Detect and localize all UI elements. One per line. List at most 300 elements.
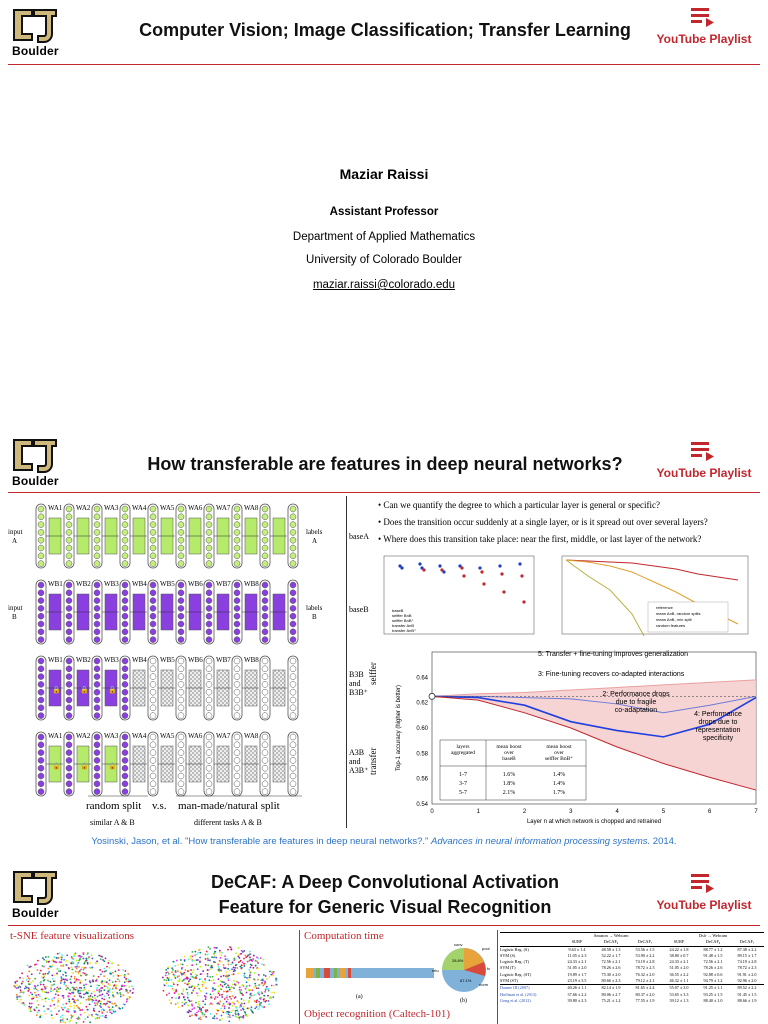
table-cell: 74.19 ± 2.8 [635,959,655,965]
tsne-point [217,963,219,965]
tsne-point [187,992,189,994]
table-cell: 1.4% [552,772,566,778]
tsne-point [196,985,198,987]
tsne-point [190,958,192,960]
tsne-point [89,966,91,968]
tsne-point [70,1014,72,1016]
tsne-point [87,963,89,965]
line-legend [648,602,728,632]
tsne-point [163,979,165,981]
tsne-point [201,1012,203,1014]
tsne-point [76,968,78,970]
network-row [8,580,323,644]
table-cell: 82.14 ± 1.9 [601,985,621,991]
tsne-point [165,972,167,974]
tsne-point [243,965,245,967]
tsne-point [233,973,235,975]
neuron [290,514,296,520]
tsne-point [108,1006,110,1008]
tsne-point [72,972,74,974]
tsne-point [207,969,209,971]
tsne-point [199,961,201,963]
legend-item: mean AnB, random splits [656,611,701,616]
neuron [94,506,100,512]
neuron [150,773,156,779]
neuron [178,582,184,588]
tsne-point [66,1018,68,1020]
tsne-point [91,1014,93,1016]
header-rule [8,492,760,493]
tsne-point [241,998,243,1000]
tsne-point [61,954,63,956]
tsne-point [198,988,200,990]
table-cell: 75.21 ± 1.2 [601,997,621,1003]
table-cell: 39.12 ± 1.3 [669,997,689,1003]
tsne-point [75,971,77,973]
tsne-point [32,980,34,982]
neuron [290,765,296,771]
tsne-point [109,991,111,993]
neuron [262,529,268,535]
tsne-point [79,987,81,989]
neuron [206,773,212,779]
table-cell: 51.05 ± 2.0 [669,965,689,971]
tsne-point [27,975,29,977]
tsne-point [96,1017,98,1019]
tsne-point [83,997,85,999]
tsne-point [230,949,232,951]
tsne-point [61,978,63,980]
tsne-point [199,966,201,968]
tsne-point [271,985,273,987]
tsne-point [175,1003,177,1005]
tsne-point [37,1012,39,1014]
tsne-point [79,970,81,972]
x-tick-label: 7 [754,809,758,815]
youtube-playlist-link[interactable] [654,872,754,912]
neuron [206,561,212,567]
tsne-point [50,988,52,990]
table-row [500,984,764,991]
tsne-point [172,969,174,971]
neuron [234,553,240,559]
logo-text: Boulder [12,44,59,58]
neuron [290,529,296,535]
neuron [262,506,268,512]
table-cell: 92.88 ± 0.6 [703,971,723,977]
tsne-point [181,967,183,969]
neuron [262,590,268,596]
tsne-point [229,970,231,972]
neuron [122,742,128,748]
tsne-point [61,959,63,961]
neuron [178,681,184,687]
neuron [178,537,184,543]
neuron [66,637,72,643]
neuron [234,621,240,627]
tsne-point [191,992,193,994]
tsne-point [43,1005,45,1007]
neuron [94,765,100,771]
scatter-point [498,564,501,567]
tsne-point [198,1010,200,1012]
tsne-point [41,988,43,990]
neuron [206,674,212,680]
neuron [66,742,72,748]
neuron [94,750,100,756]
neuron [234,713,240,719]
tsne-point [57,1005,59,1007]
tsne-point [95,999,97,1001]
tsne-point [233,980,235,982]
neuron [66,621,72,627]
tsne-point [177,984,179,986]
x-tick-label: 0 [430,809,434,815]
tsne-point [100,1001,102,1003]
table-cell: Gong et al. (2012) [500,997,531,1003]
tsne-point [186,988,188,990]
tsne-point [44,979,46,981]
author-name: Maziar Raissi [339,166,429,182]
pie-label: norm [479,982,489,987]
tsne-point [105,1015,107,1017]
tsne-point [62,978,64,980]
table-cell: SVM (T) [500,965,516,971]
tsne-point [187,1004,189,1006]
computation-chart [304,942,494,1010]
tsne-point [188,959,190,961]
tsne-point [108,960,110,962]
tsne-point [234,967,236,969]
tsne-point [184,960,186,962]
tsne-point [98,976,100,978]
tsne-point [119,1008,121,1010]
tsne-point [98,990,100,992]
neuron [206,658,212,664]
tsne-point [263,974,265,976]
tsne-point [171,967,173,969]
tsne-point [189,986,191,988]
tsne-point [60,980,62,982]
tsne-point [122,969,124,971]
tsne-point [103,975,105,977]
neuron [206,522,212,528]
neuron [262,545,268,551]
tsne-point [79,958,81,960]
tsne-point [60,1021,62,1023]
pie-label: conv [454,942,463,947]
tsne-point [223,975,225,977]
tsne-point [199,948,201,950]
neuron [150,605,156,611]
tsne-point [276,978,278,980]
tsne-point [250,989,252,991]
neuron [94,781,100,787]
neuron [262,734,268,740]
vertical-divider [346,496,347,828]
tsne-point [202,1006,204,1008]
tsne-point [238,1002,240,1004]
tsne-point [108,1001,110,1003]
youtube-playlist-link[interactable] [654,440,754,480]
neuron [38,522,44,528]
neuron [150,689,156,695]
tsne-point [246,985,248,987]
neuron [94,666,100,672]
tsne-point [91,1001,93,1003]
tsne-point [111,1009,113,1011]
neuron [150,765,156,771]
tsne-point [57,968,59,970]
tsne-point [104,985,106,987]
neuron [262,553,268,559]
tsne-point [83,989,85,991]
tsne-point [270,974,272,976]
neuron [122,681,128,687]
tsne-point [47,980,49,982]
author-position: Assistant Professor [329,206,439,218]
tsne-point [74,1010,76,1012]
author-email-link[interactable]: maziar.raissi@colorado.edu [312,279,456,291]
tsne-point [53,961,55,963]
neuron [178,637,184,643]
tsne-point [273,985,275,987]
neuron [122,674,128,680]
tsne-point [83,1021,85,1023]
tsne-point [14,981,16,983]
neuron [262,674,268,680]
tsne-point [223,964,225,966]
neuron [38,773,44,779]
tsne-point [202,1000,204,1002]
tsne-point [220,984,222,986]
tsne-point [28,1006,30,1008]
tsne-point [227,958,229,960]
neuron [94,697,100,703]
table-col-header: DeCAF₇ [637,939,653,945]
tsne-point [122,1007,124,1009]
tsne-point [33,988,35,990]
neuron [94,613,100,619]
tsne-point [132,988,134,990]
tsne-point [258,1001,260,1003]
tsne-point [193,1007,195,1009]
tsne-point [60,965,62,967]
tsne-point [206,951,208,953]
table-cell: 87.38 ± 2.2 [737,946,757,952]
scatter-point [500,572,503,575]
neuron [290,689,296,695]
scatter-point [502,590,505,593]
output-label: labels A [306,528,323,545]
tsne-point [173,983,175,985]
tsne-point [251,959,253,961]
tsne-point [96,987,98,989]
slide-title-text: Computer Vision; Image Classification; Transfer Learning [139,20,631,40]
neuron [262,522,268,528]
table-group-header: Amazon → Webcam [593,933,629,938]
table-cell: 91.45 ± 1.5 [737,991,757,997]
annotation: 4: Performance drops due to representation specificity [694,711,742,742]
neuron [66,765,72,771]
youtube-playlist-link[interactable] [654,6,754,46]
tsne-point [81,966,83,968]
tsne-point [191,964,193,966]
neuron [290,613,296,619]
neuron [262,742,268,748]
tsne-point [68,1011,70,1013]
tsne-point [51,984,53,986]
tsne-point [258,994,260,996]
tsne-point [95,1002,97,1004]
tsne-point [107,962,109,964]
weight-label: WA8 [244,504,259,512]
scatter-point [478,566,481,569]
question-list [378,500,758,544]
tsne-point [98,1000,100,1002]
tsne-point [226,1012,228,1014]
tsne-point [254,994,256,996]
neuron [234,613,240,619]
neuron [38,742,44,748]
tsne-point [217,1010,219,1012]
neuron [290,757,296,763]
legend-item: baseB [392,608,404,613]
tsne-point [264,983,266,985]
table-cell: 19.89 ± 1.7 [567,971,587,977]
tsne-point [213,993,215,995]
tsne-point [117,964,119,966]
tsne-point [229,996,231,998]
neuron [150,529,156,535]
table-cell: 1.6% [502,772,516,778]
tsne-point [90,962,92,964]
tsne-point [249,956,251,958]
tsne-point [175,989,177,991]
neuron [178,674,184,680]
tsne-point [235,964,237,966]
table-header: mean boost over baseB [496,744,522,762]
tsne-point [263,995,265,997]
tsne-point [192,956,194,958]
tsne-point [266,978,268,980]
tsne-point [186,977,188,979]
tsne-point [125,978,127,980]
tsne-point [44,986,46,988]
tsne-point [64,971,66,973]
vs-label: v.s. [152,800,167,812]
table-cell: 79.12 ± 2.1 [635,978,655,984]
author-university: University of Colorado Boulder [306,254,462,266]
neuron [178,553,184,559]
tsne-point [16,998,18,1000]
neuron [150,582,156,588]
tsne-point [116,985,118,987]
tsne-point [83,952,85,954]
neuron [178,561,184,567]
neuron [206,666,212,672]
table-cell: Daume III (2007) [500,985,530,991]
tsne-point [94,997,96,999]
weight-label: WA2 [76,732,91,740]
question-item: • Can we quantify the degree to which a particular layer is general or specific? [378,500,661,510]
tsne-point [250,993,252,995]
tsne-point [233,958,235,960]
neuron [206,529,212,535]
neuron [122,514,128,520]
tsne-point [101,987,103,989]
neuron [206,553,212,559]
tsne-point [238,947,240,949]
tsne-point [98,955,100,957]
tsne-point [181,974,183,976]
tsne-point [51,959,53,961]
playlist-label: YouTube Playlist [656,466,752,480]
tsne-point [38,994,40,996]
tsne-point [70,1003,72,1005]
tsne-point [184,956,186,958]
tsne-point [66,1010,68,1012]
tsne-point [112,987,114,989]
y-tick-label: 0.64 [416,675,428,682]
tsne-point [41,965,43,967]
tsne-point [53,1004,55,1006]
tsne-point [271,971,273,973]
table-cell: 55.07 ± 3.0 [669,985,689,991]
tsne-point [182,964,184,966]
neuron [122,658,128,664]
neuron [178,705,184,711]
neuron [122,781,128,787]
tsne-point [50,1010,52,1012]
neuron [290,561,296,567]
tsne-point [26,979,28,981]
tsne-point [197,968,199,970]
tsne-point [226,996,228,998]
tsne-point [39,982,41,984]
tsne-point [114,984,116,986]
neuron [38,666,44,672]
neuron [262,537,268,543]
neuron [262,705,268,711]
question-item: • Does the transition occur suddenly at a single layer, or is it spread out over several layers? [378,517,708,527]
tsne-point [85,960,87,962]
tsne-point [246,992,248,994]
tsne-point [252,958,254,960]
tsne-point [89,1021,91,1023]
tsne-point [173,990,175,992]
tsne-point [60,1019,62,1021]
tsne-point [188,1012,190,1014]
tsne-point [202,981,204,983]
tsne-point [53,956,55,958]
neuron [38,674,44,680]
slide-title-line2: Feature for Generic Visual Recognition [218,897,552,917]
tsne-point [47,956,49,958]
tsne-point [232,962,234,964]
tsne-point [100,1003,102,1005]
neuron [262,598,268,604]
tsne-point [85,967,87,969]
neuron [38,750,44,756]
tsne-point [117,993,119,995]
neuron [290,681,296,687]
neuron [38,734,44,740]
tsne-point [78,966,80,968]
tsne-point [102,980,104,982]
logo-text: Boulder [12,474,59,488]
tsne-point [103,989,105,991]
